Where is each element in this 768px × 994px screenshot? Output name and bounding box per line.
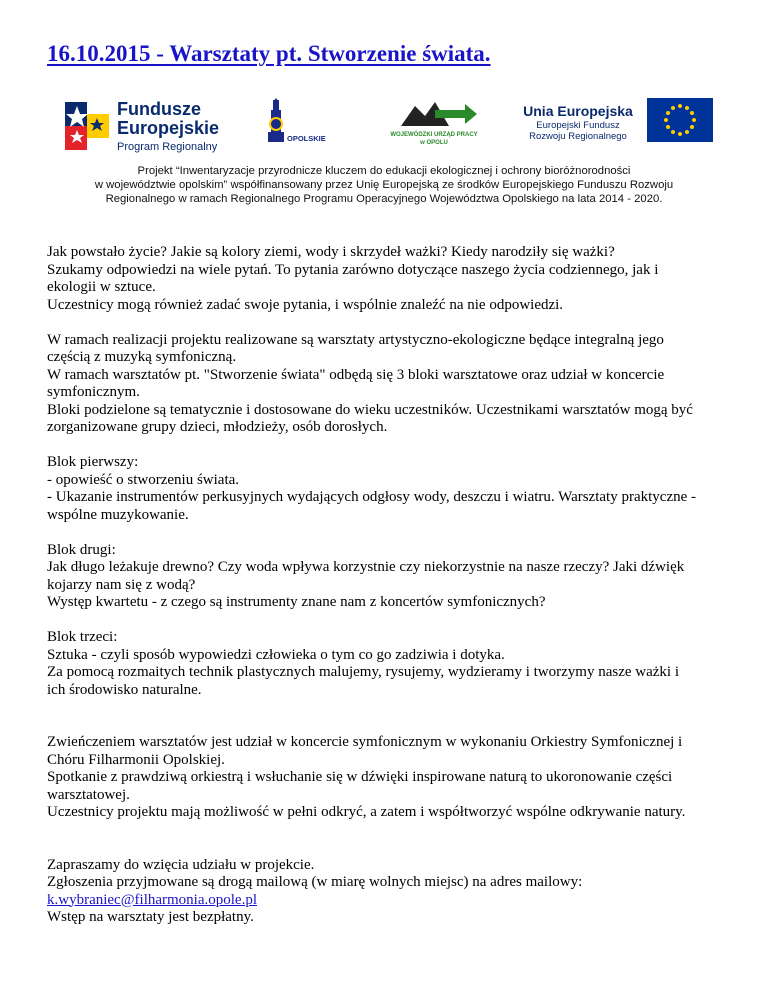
text-line: Za pomocą rozmaitych technik plastycznych malujemy, rysujemy, wydzieramy i tworzymy nasze ważki i	[47, 664, 680, 680]
article-body	[47, 244, 727, 927]
text-line: - opowieść o stworzeniu świata.	[47, 471, 240, 488]
text-line: częścią z muzyką symfoniczną.	[47, 349, 237, 365]
text-line: Wstęp na warsztaty jest bezpłatny.	[47, 909, 254, 925]
fe-title-1: Fundusze	[117, 99, 201, 119]
page-title: 16.10.2015 - Warsztaty pt. Stworzenie świata.	[47, 41, 491, 66]
contact-email-link[interactable]: k.wybraniec@filharmonia.opole.pl	[47, 891, 257, 908]
text-line: Blok trzeci:	[47, 629, 118, 645]
project-note-line: w województwie opolskim” współfinansowany przez Unię Europejską ze środków Europejskiego Funduszu Rozwoju	[94, 179, 674, 191]
text-line: zorganizowane grupy dzieci, młodzieży, osób dorosłych.	[47, 419, 388, 435]
text-line: Jak długo leżakuje drewno? Czy woda wpływa korzystnie czy niekorzystnie na nasze rzeczy? Jaki dźwięk	[47, 559, 685, 575]
ue-fund-2: Rozwoju Regionalnego	[529, 131, 627, 142]
text-line: Zapraszamy do wzięcia udziału w projekcie.	[47, 856, 315, 873]
wup-title: WOJEWÓDZKI URZĄD PRACY	[390, 132, 478, 138]
eu-flag-icon	[647, 98, 713, 142]
text-line: Blok drugi:	[47, 541, 116, 558]
text-line: Zgłoszenia przyjmowane są drogą mailową (w miarę wolnych miejsc) na adres mailowy:	[47, 874, 583, 890]
text-line: wspólne muzykowanie.	[47, 506, 189, 523]
project-note-line: Regionalnego w ramach Regionalnego Programu Operacyjnego Województwa Opolskiego na lata 2014 - 2020.	[105, 193, 663, 205]
fe-title-2: Europejskie	[117, 118, 220, 138]
text-line: symfonicznym.	[47, 384, 140, 400]
text-line: ekologii w sztuce.	[47, 279, 156, 295]
fe-stars-icon	[65, 96, 115, 152]
block-one-paragraph	[47, 454, 727, 524]
opolskie-tower-icon	[265, 98, 287, 144]
workshop-description-paragraph	[47, 332, 727, 437]
text-line: warsztatowej.	[47, 786, 130, 803]
wup-logo	[365, 98, 495, 154]
text-line: Blok pierwszy:	[47, 454, 139, 470]
text-line: Uczestnicy projektu mają możliwość w pełni odkryć, a zatem i współtworzyć wspólne odkrywanie natury.	[47, 804, 686, 820]
project-note-line: Projekt “Inwentaryzacje przyrodnicze kluczem do edukacji ekologicznej i ochrony bioróżnorodności	[137, 165, 631, 177]
concert-paragraph	[47, 734, 727, 822]
text-line: W ramach warsztatów pt. "Stworzenie świata" odbędą się 3 bloki warsztatowe oraz udział w koncercie	[47, 366, 665, 383]
text-line: kojarzy nam się z wodą?	[47, 576, 196, 593]
fe-subtitle: Program Regionalny	[117, 141, 218, 153]
text-line: Występ kwartetu - z czego są instrumenty znane nam z koncertów symfonicznych?	[47, 594, 546, 610]
text-line: Zwieńczeniem warsztatów jest udział w koncercie symfonicznym w wykonaniu Orkiestry Symfonicznej i	[47, 734, 683, 750]
text-line: Chóru Filharmonii Opolskiej.	[47, 751, 225, 768]
ue-title: Unia Europejska	[523, 103, 633, 119]
text-line: Bloki podzielone są tematycznie i dostosowane do wieku uczestników. Uczestnikami warsztatów mogą być	[47, 401, 693, 418]
wup-city: w OPOLU	[420, 140, 448, 146]
text-line: Szukamy odpowiedzi na wiele pytań. To pytania zarówno dotyczące naszego życia codziennego, jak i	[47, 261, 659, 278]
block-two-paragraph	[47, 542, 727, 612]
ue-fund-1: Europejski Fundusz	[536, 120, 620, 131]
logo-strip	[60, 96, 720, 156]
text-line: W ramach realizacji projektu realizowane są warsztaty artystyczno-ekologiczne będące integralną jego	[47, 331, 664, 348]
opolskie-name: OPOLSKIE	[287, 134, 326, 143]
invitation-paragraph	[47, 857, 727, 927]
text-line: Spotkanie z prawdziwą orkiestrą i wsłuchanie się w dźwięki inspirowane naturą to ukoronowanie części	[47, 769, 673, 785]
block-three-paragraph	[47, 629, 727, 699]
text-line: ich środowisko naturalne.	[47, 681, 202, 698]
wup-mountains-icon	[365, 98, 495, 130]
project-funding-note	[60, 164, 708, 206]
text-line: Uczestnicy mogą również zadać swoje pytania, i wspólnie znaleźć na nie odpowiedzi.	[47, 296, 564, 313]
intro-paragraph	[47, 244, 727, 314]
text-line: - Ukazanie instrumentów perkusyjnych wydających odgłosy wody, deszczu i wiatru. Warsztaty praktyczne -	[47, 489, 696, 505]
text-line: Sztuka - czyli sposób wypowiedzi człowieka o tym co go zadziwia i dotyka.	[47, 646, 505, 663]
unia-europejska-logo	[522, 96, 722, 154]
fundusze-europejskie-logo	[65, 96, 255, 154]
opolskie-logo	[265, 98, 345, 154]
text-line: Jak powstało życie? Jakie są kolory ziemi, wody i skrzydeł ważki? Kiedy narodziły się ważki?	[47, 244, 615, 260]
